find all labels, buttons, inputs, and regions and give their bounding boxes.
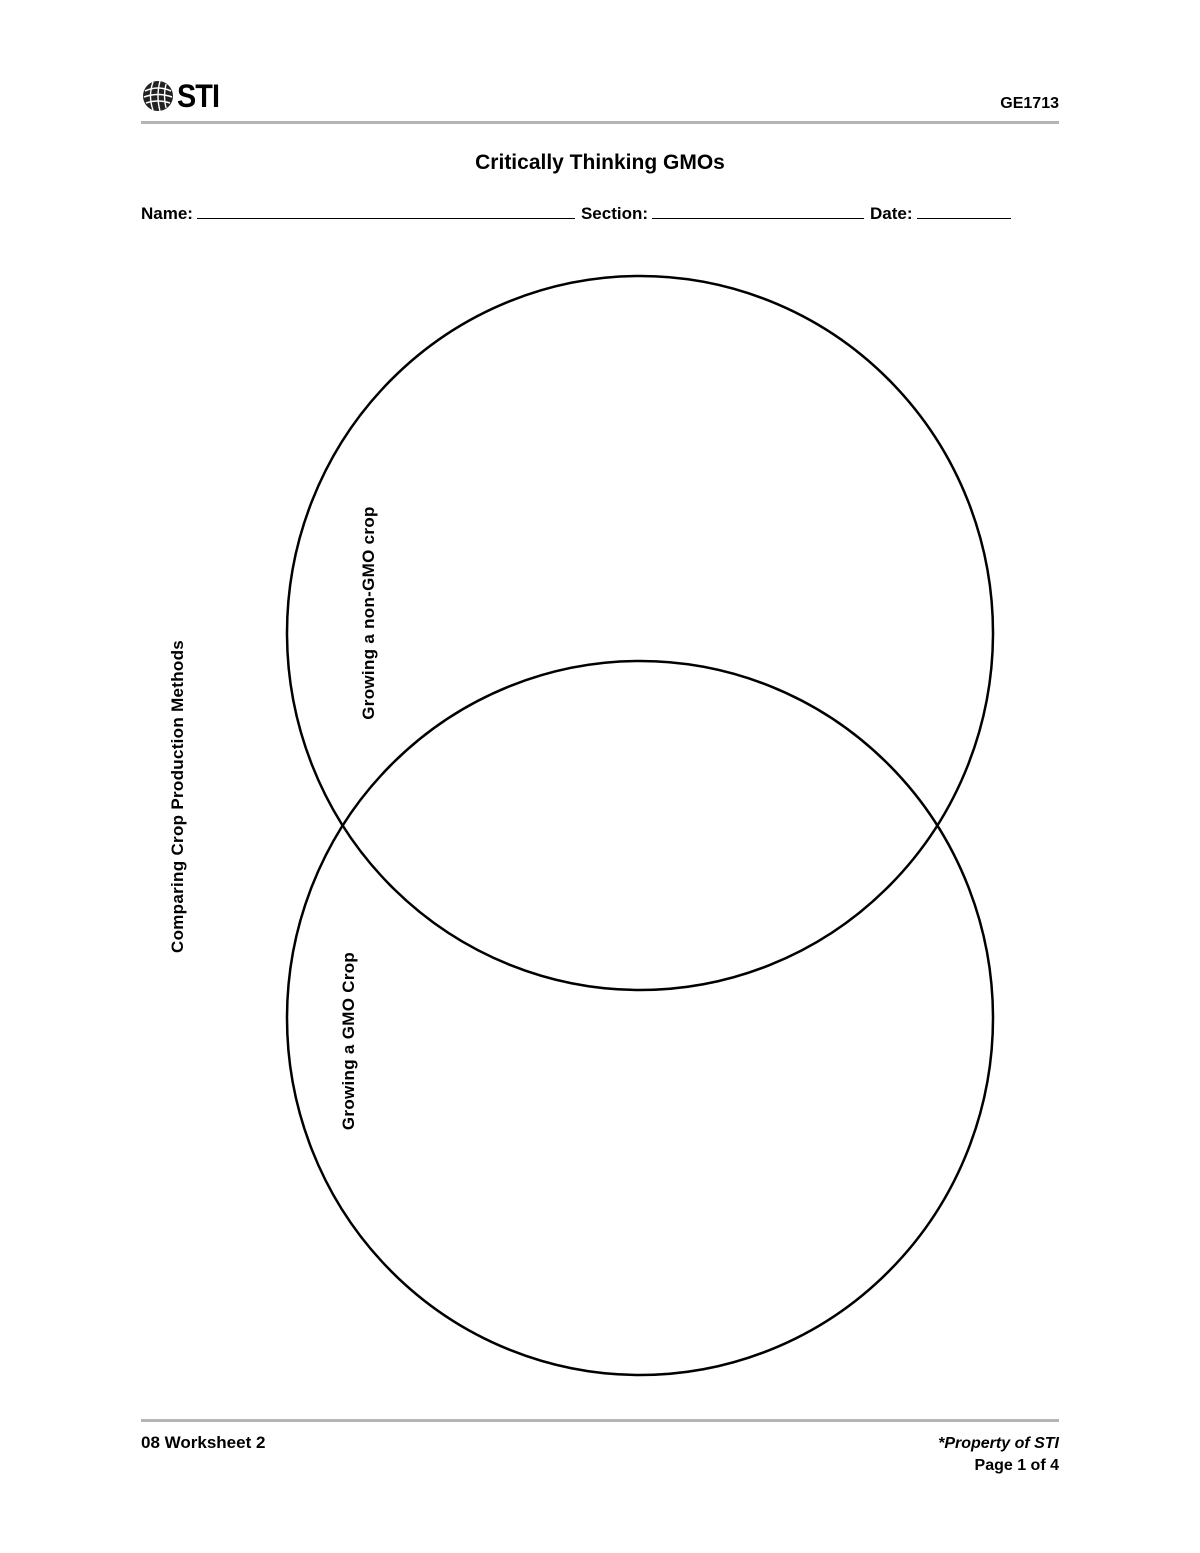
non-gmo-circle-label: Growing a non-GMO crop: [359, 506, 378, 720]
document-code: GE1713: [1000, 95, 1059, 112]
date-label: Date:: [870, 204, 913, 223]
logo-text: STI: [177, 77, 220, 114]
footer-divider: [141, 1419, 1059, 1422]
footer-right-block: [938, 1433, 1059, 1477]
name-label: Name:: [141, 204, 193, 223]
page-number: Page 1 of 4: [974, 1457, 1059, 1474]
section-label: Section:: [580, 204, 649, 223]
gmo-circle-label: Growing a GMO Crop: [339, 951, 358, 1131]
diagram-side-label: Comparing Crop Production Methods: [168, 639, 187, 953]
non-gmo-circle[interactable]: [287, 276, 993, 990]
page-title: Critically Thinking GMOs: [475, 151, 725, 174]
gmo-circle[interactable]: [287, 661, 993, 1375]
property-notice: *Property of STI: [938, 1435, 1059, 1452]
footer-worksheet-label: 08 Worksheet 2: [141, 1433, 266, 1452]
